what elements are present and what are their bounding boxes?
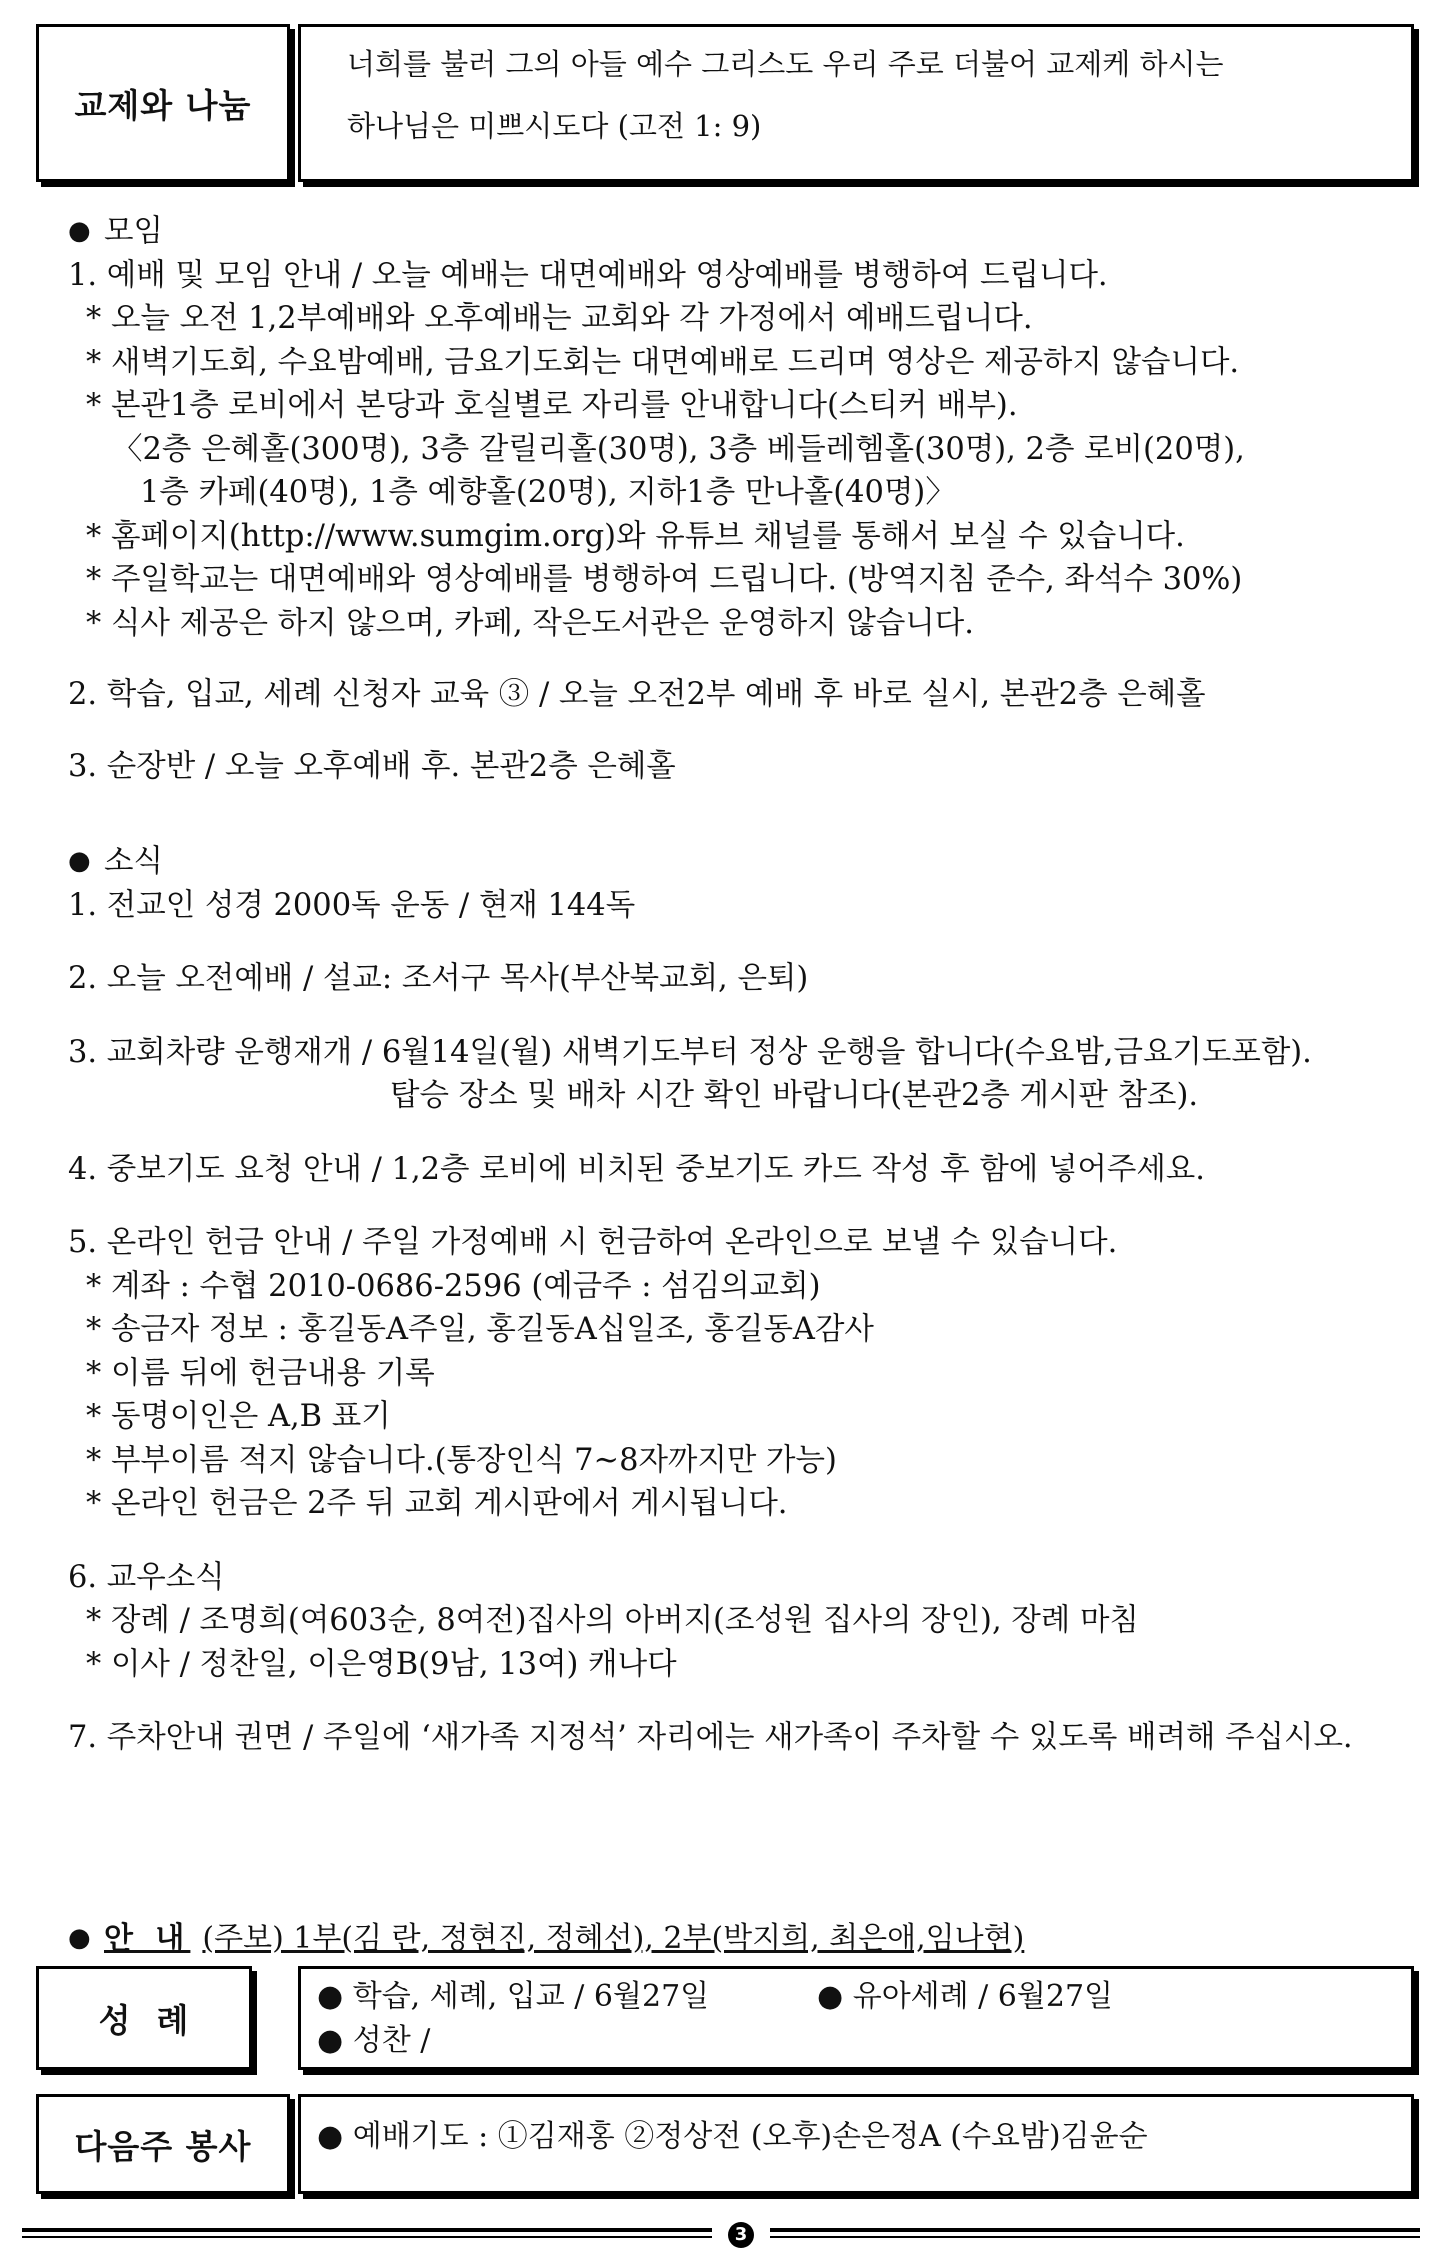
news-item-5: 5. 온라인 헌금 안내 / 주일 가정예배 시 헌금하여 온라인으로 보낼 수 있습니다. [68,1225,1118,1260]
header-label: 교제와 나눔 [74,85,252,125]
meeting-note: * 홈페이지(http://www.sumgim.org)와 유튜브 채널를 통해서 보실 수 있습니다. [86,518,1185,554]
sacrament-label-box [36,1966,252,2070]
prayer-schedule: ● 예배기도 : ①김재홍 ②정상전 (오후)손은정A (수요밤)김윤순 [317,2119,1148,2154]
bullet-icon: ● [68,1923,91,1953]
news-item-3-cont: 탑승 장소 및 배차 시간 확인 바랍니다(본관2층 게시판 참조). [390,1078,1199,1113]
next-week-label-box [36,2094,290,2194]
sacrament-infant-baptism: ● 유아세례 / 6월27일 [817,1979,1114,2014]
news-note: * 계좌 : 수협 2010-0686-2596 (예금주 : 섬김의교회) [86,1268,821,1304]
meeting-item-3: 3. 순장반 / 오늘 오후예배 후. 본관2층 은혜홀 [68,748,676,784]
news-item-6: 6. 교우소식 [68,1559,225,1595]
news-note: * 부부이름 적지 않습니다.(통장인식 7~8자까지만 가능) [86,1442,837,1478]
news-note: * 온라인 헌금은 2주 뒤 교회 게시판에서 게시됩니다. [86,1486,788,1521]
news-item-3: 3. 교회차량 운행재개 / 6월14일(월) 새벽기도부터 정상 운행을 합니다(수요밤,금요기도포함). [68,1034,1312,1070]
verse-line-2: 하나님은 미쁘시도다 (고전 1: 9) [347,109,762,143]
next-week-info-box [298,2094,1414,2194]
bullet-icon: ● [68,846,91,876]
news-note: * 장례 / 조명희(여603순, 8여전)집사의 아버지(조성원 집사의 장인), 장례 마침 [86,1603,1139,1638]
news-note: * 송금자 정보 : 홍길동A주일, 홍길동A십일조, 홍길동A감사 [86,1312,874,1347]
verse-line-1: 너희를 불러 그의 아들 예수 그리스도 우리 주로 더불어 교제케 하시는 [347,47,1224,81]
sacrament-info-box [298,1966,1414,2070]
bullet-icon: ● [68,216,91,246]
news-heading: ● 소식 [68,840,1428,884]
header-label-box [36,24,290,182]
news-item-4: 4. 중보기도 요청 안내 / 1,2층 로비에 비치된 중보기도 카드 작성 후 함에 넣어주세요. [68,1151,1205,1187]
next-week-label: 다음주 봉사 [74,2126,252,2166]
sacrament-baptism: ● 학습, 세례, 입교 / 6월27일 [317,1979,710,2014]
meeting-heading: ● 모임 [68,210,1428,254]
sacrament-label: 성 례 [98,2000,190,2040]
meeting-note: * 새벽기도회, 수요밤예배, 금요기도회는 대면예배로 드리며 영상은 제공하지 않습니다. [86,344,1240,380]
news-note: * 이사 / 정찬일, 이은영B(9남, 13여) 캐나다 [86,1646,677,1682]
page-number: 3 [728,2222,754,2248]
announcement-body [68,210,1428,1760]
meeting-note: * 오늘 오전 1,2부예배와 오후예배는 교회와 각 가정에서 예배드립니다. [86,301,1033,336]
meeting-item-1: 1. 예배 및 모임 안내 / 오늘 예배는 대면예배와 영상예배를 병행하여 드립니다. [68,257,1108,293]
guide-heading: 안 내 [104,1921,191,1956]
news-note: * 동명이인은 A,B 표기 [86,1399,391,1434]
room-list-line-1: 〈2층 은혜홀(300명), 3층 갈릴리홀(30명), 3층 베들레헴홀(30명), 2층 로비(20명), [112,431,1245,467]
meeting-note: * 주일학교는 대면예배와 영상예배를 병행하여 드립니다. (방역지침 준수, 좌석수 30%) [86,562,1243,597]
news-note: * 이름 뒤에 헌금내용 기록 [86,1355,435,1391]
sacrament-communion: ● 성찬 / [317,2023,431,2058]
guide-line [68,1913,1024,1957]
meeting-item-2: 2. 학습, 입교, 세례 신청자 교육 ③ / 오늘 오전2부 예배 후 바로 실시, 본관2층 은혜홀 [68,677,1206,712]
meeting-note: * 식사 제공은 하지 않으며, 카페, 작은도서관은 운영하지 않습니다. [86,605,974,641]
page-footer [22,2222,1420,2248]
news-item-1: 1. 전교인 성경 2000독 운동 / 현재 144독 [68,887,636,923]
guide-text: (주보) 1부(김 란, 정현진, 정혜선), 2부(박지희, 최은애,임나현) [202,1921,1025,1956]
news-item-2: 2. 오늘 오전예배 / 설교: 조서구 목사(부산북교회, 은퇴) [68,961,809,996]
verse-box [298,24,1414,182]
meeting-note: * 본관1층 로비에서 본당과 호실별로 자리를 안내합니다(스티커 배부). [86,388,1018,423]
news-item-7: 7. 주차안내 권면 / 주일에 ‘새가족 지정석’ 자리에는 새가족이 주차할 수 있도록 배려해 주십시오. [68,1720,1353,1755]
room-list-line-2: 1층 카페(40명), 1층 예향홀(20명), 지하1층 만나홀(40명)〉 [140,475,956,510]
